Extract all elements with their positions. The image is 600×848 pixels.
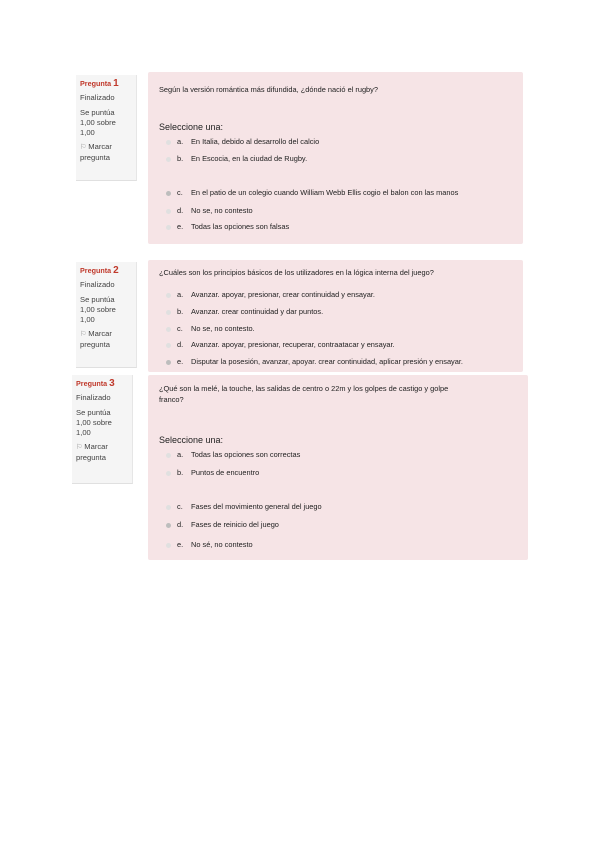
radio-button[interactable] [166, 505, 171, 510]
radio-button[interactable] [166, 310, 171, 315]
option-3c[interactable]: c. Fases del movimiento general del juego [166, 502, 322, 512]
option-2a[interactable]: a. Avanzar. apoyar, presionar, crear continuidad y ensayar. [166, 290, 375, 300]
radio-button[interactable] [166, 543, 171, 548]
option-2b[interactable]: b. Avanzar. crear continuidad y dar puntos. [166, 307, 323, 317]
question-grade-1: Se puntúa 1,00 sobre 1,00 [80, 108, 116, 137]
radio-button[interactable] [166, 293, 171, 298]
option-3e[interactable]: e. No sé, no contesto [166, 540, 253, 550]
question-text-1: Según la versión romántica más difundida, ¿dónde nació el rugby? [159, 85, 378, 94]
question-info-3 [72, 375, 133, 484]
flag-icon: ⚐ [80, 144, 87, 151]
question-panel-1 [148, 72, 523, 244]
flag-icon: ⚐ [76, 444, 83, 451]
select-prompt-3: Seleccione una: [159, 435, 224, 445]
flag-question-3[interactable]: ⚐ Marcar pregunta [76, 442, 108, 462]
radio-button[interactable] [166, 471, 171, 476]
option-1e[interactable]: e. Todas las opciones son falsas [166, 222, 289, 232]
question-grade-3: Se puntúa 1,00 sobre 1,00 [76, 408, 112, 437]
question-number-3: Pregunta 3 [76, 378, 115, 389]
question-panel-3 [148, 375, 528, 560]
option-3b[interactable]: b. Puntos de encuentro [166, 468, 259, 478]
radio-button[interactable] [166, 140, 171, 145]
radio-button[interactable] [166, 157, 171, 162]
option-2d[interactable]: d. Avanzar. apoyar, presionar, recuperar, contraatacar y ensayar. [166, 340, 395, 350]
radio-button[interactable] [166, 225, 171, 230]
option-3a[interactable]: a. Todas las opciones son correctas [166, 450, 300, 460]
question-panel-2 [148, 260, 523, 372]
flag-icon: ⚐ [80, 331, 87, 338]
option-1d[interactable]: d. No se, no contesto [166, 206, 253, 216]
question-state-2: Finalizado [80, 280, 115, 289]
question-state-1: Finalizado [80, 93, 115, 102]
option-2e[interactable]: e. Disputar la posesión, avanzar, apoyar. crear continuidad, aplicar presión y ensayar. [166, 357, 463, 367]
option-1b[interactable]: b. En Escocia, en la ciudad de Rugby. [166, 154, 307, 164]
question-text-3: ¿Qué son la melé, la touche, las salidas de centro o 22m y los golpes de castigo y golpe franco? [159, 384, 449, 404]
question-number-2: Pregunta 2 [80, 265, 119, 276]
question-state-3: Finalizado [76, 393, 111, 402]
question-grade-2: Se puntúa 1,00 sobre 1,00 [80, 295, 116, 324]
radio-button-selected[interactable] [166, 360, 171, 365]
radio-button[interactable] [166, 327, 171, 332]
radio-button[interactable] [166, 343, 171, 348]
radio-button[interactable] [166, 209, 171, 214]
radio-button[interactable] [166, 453, 171, 458]
radio-button-selected[interactable] [166, 523, 171, 528]
question-number-1: Pregunta 1 [80, 78, 119, 89]
option-2c[interactable]: c. No se, no contesto. [166, 324, 255, 334]
radio-button-selected[interactable] [166, 191, 171, 196]
option-1a[interactable]: a. En Italia, debido al desarrollo del calcio [166, 137, 319, 147]
flag-question-1[interactable]: ⚐ Marcar pregunta [80, 142, 112, 162]
question-info-2 [76, 262, 137, 368]
select-prompt-1: Seleccione una: [159, 122, 224, 132]
option-1c[interactable]: c. En el patio de un colegio cuando William Webb Ellis cogio el balon con las manos [166, 188, 458, 198]
option-3d[interactable]: d. Fases de reinicio del juego [166, 520, 279, 530]
question-text-2: ¿Cuáles son los principios básicos de los utilizadores en la lógica interna del juego? [159, 268, 434, 277]
flag-question-2[interactable]: ⚐ Marcar pregunta [80, 329, 112, 349]
question-info-1 [76, 75, 137, 181]
